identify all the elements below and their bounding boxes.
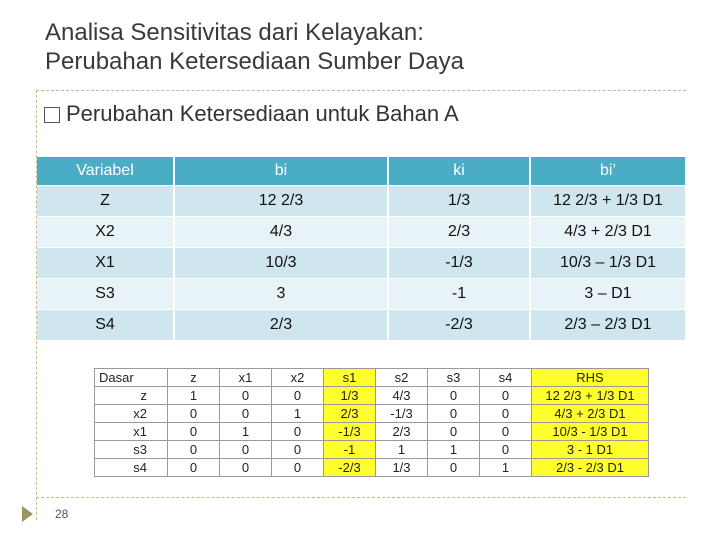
tableau-cell: 1 (220, 423, 272, 441)
tableau-cell: 1 (272, 405, 324, 423)
tableau-row (95, 423, 649, 441)
table-row (37, 217, 685, 248)
tableau-cell: 0 (272, 441, 324, 459)
tableau-cell: 0 (220, 405, 272, 423)
table-cell: S3 (37, 279, 174, 310)
tableau-cell: 0 (428, 459, 480, 477)
table-row (37, 186, 685, 217)
tableau-cell: 2/3 - 2/3 D1 (532, 459, 649, 477)
tableau-cell: 3 - 1 D1 (532, 441, 649, 459)
tableau-cell: -1/3 (324, 423, 376, 441)
table-cell: 2/3 – 2/3 D1 (530, 310, 685, 341)
tableau-header-cell: x2 (272, 369, 324, 387)
tableau-cell: 1 (168, 387, 220, 405)
tableau-cell: 0 (220, 441, 272, 459)
tableau-cell: 2/3 (376, 423, 428, 441)
tableau-cell: 0 (272, 387, 324, 405)
tableau-header-cell: s1 (324, 369, 376, 387)
table-cell: -1 (388, 279, 530, 310)
table-cell: S4 (37, 310, 174, 341)
bullet-box-icon (44, 107, 60, 123)
tableau-header-cell: s4 (480, 369, 532, 387)
tableau-header-cell: s3 (428, 369, 480, 387)
table-cell: X2 (37, 217, 174, 248)
tableau-cell: 0 (272, 459, 324, 477)
table-cell: 10/3 (174, 248, 388, 279)
tableau-cell: -1/3 (376, 405, 428, 423)
table-header-row (37, 157, 685, 186)
tableau-cell: 1/3 (376, 459, 428, 477)
table-cell: 3 (174, 279, 388, 310)
tableau-cell: s4 (95, 459, 168, 477)
tableau-cell: 0 (480, 387, 532, 405)
table-row (37, 279, 685, 310)
table-cell: 10/3 – 1/3 D1 (530, 248, 685, 279)
tableau-cell: 1 (428, 441, 480, 459)
tableau-cell: 0 (428, 405, 480, 423)
triangle-arrow-icon (22, 506, 33, 522)
tableau-row (95, 405, 649, 423)
tableau-header-cell: s2 (376, 369, 428, 387)
simplex-tableau (94, 368, 649, 477)
tableau-cell: 0 (480, 423, 532, 441)
tableau-cell: 0 (168, 405, 220, 423)
table-row (37, 310, 685, 341)
table-cell: -2/3 (388, 310, 530, 341)
header-cell: bi (174, 157, 388, 186)
tableau-cell: -1 (324, 441, 376, 459)
tableau-row (95, 459, 649, 477)
tableau-cell: 0 (272, 423, 324, 441)
bullet-text: Perubahan Ketersediaan untuk Bahan A (66, 101, 459, 126)
header-cell: Variabel (37, 157, 174, 186)
tableau-cell: 0 (480, 441, 532, 459)
table-cell: 4/3 (174, 217, 388, 248)
tableau-cell: 0 (480, 405, 532, 423)
tableau-header-cell: Dasar (95, 369, 168, 387)
tableau-cell: 0 (428, 387, 480, 405)
tableau-cell: 0 (428, 423, 480, 441)
table-cell: 12 2/3 (174, 186, 388, 217)
tableau-header-cell: RHS (532, 369, 649, 387)
table-cell: Z (37, 186, 174, 217)
title-line-1: Analisa Sensitivitas dari Kelayakan: (45, 19, 424, 46)
table-cell: 2/3 (388, 217, 530, 248)
tableau-cell: 0 (168, 441, 220, 459)
tableau-cell: 2/3 (324, 405, 376, 423)
top-divider (36, 90, 686, 91)
tableau-cell: x1 (95, 423, 168, 441)
table-cell: 2/3 (174, 310, 388, 341)
table-cell: X1 (37, 248, 174, 279)
tableau-cell: -2/3 (324, 459, 376, 477)
tableau-header-cell: z (168, 369, 220, 387)
tableau-cell: 1 (376, 441, 428, 459)
slide-title (45, 18, 685, 76)
table-row (37, 248, 685, 279)
tableau-cell: 4/3 (376, 387, 428, 405)
sensitivity-table (37, 157, 685, 341)
tableau-header-row (95, 369, 649, 387)
tableau-header-cell: x1 (220, 369, 272, 387)
table-cell: 1/3 (388, 186, 530, 217)
tableau-cell: 4/3 + 2/3 D1 (532, 405, 649, 423)
tableau-row (95, 387, 649, 405)
tableau-cell: x2 (95, 405, 168, 423)
bottom-divider (36, 497, 686, 498)
table-cell: 12 2/3 + 1/3 D1 (530, 186, 685, 217)
tableau-cell: 0 (220, 459, 272, 477)
title-line-2: Perubahan Ketersediaan Sumber Daya (45, 48, 464, 75)
tableau-cell: s3 (95, 441, 168, 459)
header-cell: bi’ (530, 157, 685, 186)
table-cell: 4/3 + 2/3 D1 (530, 217, 685, 248)
table-cell: -1/3 (388, 248, 530, 279)
tableau-cell: 1/3 (324, 387, 376, 405)
table-cell: 3 – D1 (530, 279, 685, 310)
tableau-cell: 0 (220, 387, 272, 405)
tableau-cell: 0 (168, 459, 220, 477)
tableau-cell: 12 2/3 + 1/3 D1 (532, 387, 649, 405)
tableau-cell: 10/3 - 1/3 D1 (532, 423, 649, 441)
tableau-cell: 1 (480, 459, 532, 477)
tableau-cell: 0 (168, 423, 220, 441)
page-number: 28 (55, 507, 69, 521)
bullet-point (44, 101, 459, 127)
tableau-cell: z (95, 387, 168, 405)
header-cell: ki (388, 157, 530, 186)
tableau-row (95, 441, 649, 459)
